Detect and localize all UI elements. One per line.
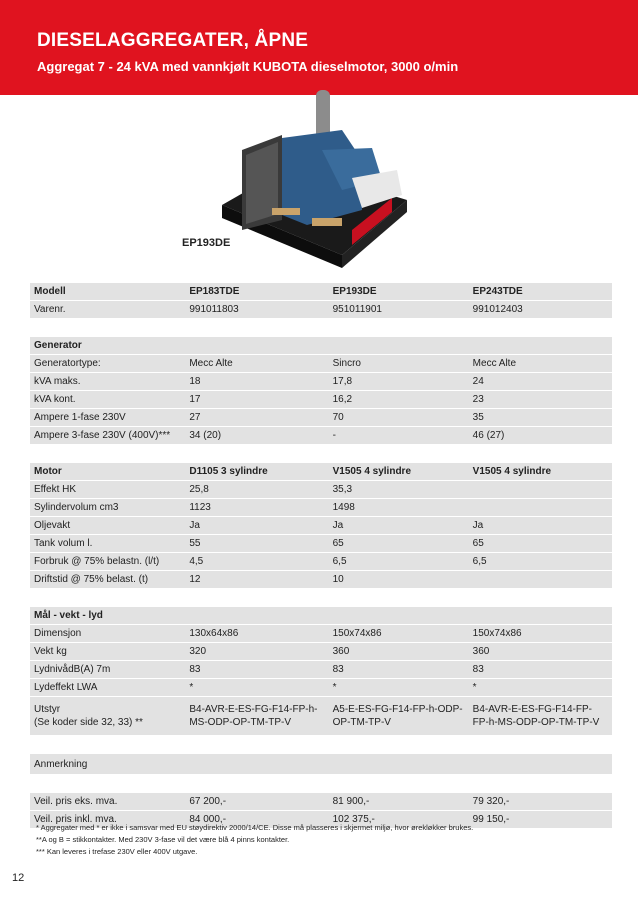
table-cell: 6,5 — [469, 553, 612, 571]
table-cell: 23 — [469, 391, 612, 409]
table-cell: 34 (20) — [185, 427, 328, 445]
table-cell: 35,3 — [329, 481, 469, 499]
table-cell: Dimensjon — [30, 625, 185, 643]
table-cell — [185, 589, 328, 607]
table-cell: Generator — [30, 337, 185, 355]
table-cell: Ja — [469, 517, 612, 535]
table-cell — [469, 736, 612, 754]
table-cell: Generatortype: — [30, 355, 185, 373]
table-cell: 12 — [185, 571, 328, 589]
table-cell: Anmerkning — [30, 754, 185, 775]
table-cell: EP183TDE — [185, 283, 328, 301]
table-cell: A5-E-ES-FG-F14-FP-h-ODP-OP-TM-TP-V — [329, 697, 469, 736]
table-cell — [469, 589, 612, 607]
footnotes — [36, 822, 473, 858]
table-row — [30, 697, 612, 736]
table-cell: 35 — [469, 409, 612, 427]
table-cell — [185, 445, 328, 463]
table-cell: 991011803 — [185, 301, 328, 319]
table-cell — [469, 571, 612, 589]
table-row — [30, 391, 612, 409]
table-cell: 320 — [185, 643, 328, 661]
table-cell: Mål - vekt - lyd — [30, 607, 185, 625]
table-cell: Veil. pris inkl. mva. — [30, 811, 185, 829]
footnote: *** Kan leveres i trefase 230V eller 400V utgave. — [36, 847, 198, 856]
table-cell — [469, 337, 612, 355]
table-cell — [185, 337, 328, 355]
table-cell: V1505 4 sylindre — [329, 463, 469, 481]
table-cell: Tank volum l. — [30, 535, 185, 553]
page-title: DIESELAGGREGATER, ÅPNE — [37, 30, 309, 51]
table-cell: 10 — [329, 571, 469, 589]
table-cell — [30, 319, 185, 337]
table-row — [30, 409, 612, 427]
table-cell — [469, 499, 612, 517]
table-cell — [30, 775, 185, 793]
table-cell: * — [185, 679, 328, 697]
table-cell: Ampere 3-fase 230V (400V)*** — [30, 427, 185, 445]
footnote: * Aggregater med * er ikke i samsvar med EU støydirektiv 2000/14/CE. Disse må plasseres i skjermet miljø, hvor ørekløkker brukes. — [36, 823, 474, 832]
table-cell — [185, 319, 328, 337]
table-cell: 17 — [185, 391, 328, 409]
photo-caption: EP193DE — [182, 237, 231, 249]
table-cell: 99 150,- — [469, 811, 612, 829]
page-number: 12 — [12, 872, 25, 884]
table-cell — [30, 736, 185, 754]
table-cell: kVA kont. — [30, 391, 185, 409]
table-cell: * — [469, 679, 612, 697]
table-row — [30, 793, 612, 811]
page-header — [0, 0, 638, 95]
table-cell: Varenr. — [30, 301, 185, 319]
table-row — [30, 337, 612, 355]
table-cell: 18 — [185, 373, 328, 391]
table-cell — [469, 481, 612, 499]
table-row — [30, 553, 612, 571]
table-cell: 55 — [185, 535, 328, 553]
table-cell — [329, 445, 469, 463]
table-cell: 6,5 — [329, 553, 469, 571]
table-cell: 102 375,- — [329, 811, 469, 829]
table-cell: 24 — [469, 373, 612, 391]
table-cell — [329, 736, 469, 754]
table-cell — [329, 337, 469, 355]
table-cell: V1505 4 sylindre — [469, 463, 612, 481]
table-cell — [185, 607, 328, 625]
spec-table — [30, 283, 612, 847]
table-cell: D1105 3 sylindre — [185, 463, 328, 481]
generator-photo — [212, 90, 412, 275]
table-row — [30, 283, 612, 301]
table-cell — [185, 775, 328, 793]
table-cell — [469, 445, 612, 463]
table-row — [30, 319, 612, 337]
table-row — [30, 625, 612, 643]
table-cell: 27 — [185, 409, 328, 427]
table-cell: Vekt kg — [30, 643, 185, 661]
table-cell: B4-AVR-E-ES-FG-F14-FP-FP-h-MS-ODP-OP-TM-TP-V — [469, 697, 612, 736]
table-row — [30, 463, 612, 481]
table-cell: * — [329, 679, 469, 697]
table-cell — [469, 607, 612, 625]
table-cell: 360 — [329, 643, 469, 661]
table-cell: 46 (27) — [469, 427, 612, 445]
table-cell: 65 — [469, 535, 612, 553]
table-cell — [469, 319, 612, 337]
table-cell — [469, 775, 612, 793]
table-row — [30, 445, 612, 463]
table-cell: 16,2 — [329, 391, 469, 409]
table-cell: 951011901 — [329, 301, 469, 319]
table-row — [30, 607, 612, 625]
table-cell — [185, 754, 328, 775]
page-subtitle: Aggregat 7 - 24 kVA med vannkjølt KUBOTA dieselmotor, 3000 o/min — [37, 59, 459, 74]
table-cell: 130x64x86 — [185, 625, 328, 643]
table-cell — [469, 829, 612, 847]
table-cell: Mecc Alte — [469, 355, 612, 373]
table-row — [30, 535, 612, 553]
table-row — [30, 661, 612, 679]
table-cell: Forbruk @ 75% belastn. (l/t) — [30, 553, 185, 571]
table-cell — [30, 445, 185, 463]
table-cell: 83 — [185, 661, 328, 679]
table-cell: 25,8 — [185, 481, 328, 499]
table-cell: Modell — [30, 283, 185, 301]
footnote: **A og B = stikkontakter. Med 230V 3-fase vil det være blå 4 pinns kontakter. — [36, 835, 290, 844]
table-cell — [329, 607, 469, 625]
table-row — [30, 355, 612, 373]
pallet-shape — [312, 218, 342, 226]
table-cell — [30, 589, 185, 607]
table-cell: Sincro — [329, 355, 469, 373]
table-cell: 1123 — [185, 499, 328, 517]
table-cell — [329, 754, 469, 775]
table-cell: Driftstid @ 75% belast. (t) — [30, 571, 185, 589]
table-cell: 150x74x86 — [329, 625, 469, 643]
table-cell: 150x74x86 — [469, 625, 612, 643]
table-row — [30, 736, 612, 754]
table-row — [30, 643, 612, 661]
pallet-shape — [272, 208, 300, 215]
table-cell: EP193DE — [329, 283, 469, 301]
table-cell: 79 320,- — [469, 793, 612, 811]
table-cell: Veil. pris eks. mva. — [30, 793, 185, 811]
table-cell: - — [329, 427, 469, 445]
table-row — [30, 427, 612, 445]
table-cell: Lydeffekt LWA — [30, 679, 185, 697]
table-cell: 81 900,- — [329, 793, 469, 811]
table-row — [30, 571, 612, 589]
table-cell — [185, 736, 328, 754]
table-row — [30, 754, 612, 775]
table-cell: 1498 — [329, 499, 469, 517]
table-cell: Ja — [329, 517, 469, 535]
table-row — [30, 517, 612, 535]
table-cell: 991012403 — [469, 301, 612, 319]
table-cell: Ampere 1-fase 230V — [30, 409, 185, 427]
table-cell: 65 — [329, 535, 469, 553]
table-row — [30, 679, 612, 697]
table-cell: LydnivådB(A) 7m — [30, 661, 185, 679]
table-cell: B4-AVR-E-ES-FG-F14-FP-h-MS-ODP-OP-TM-TP-V — [185, 697, 328, 736]
table-cell: 84 000,- — [185, 811, 328, 829]
table-cell: Ja — [185, 517, 328, 535]
table-cell — [329, 319, 469, 337]
table-row — [30, 301, 612, 319]
table-cell: Mecc Alte — [185, 355, 328, 373]
table-cell: Effekt HK — [30, 481, 185, 499]
table-cell: Sylindervolum cm3 — [30, 499, 185, 517]
table-row — [30, 775, 612, 793]
table-row — [30, 499, 612, 517]
table-cell — [469, 754, 612, 775]
table-cell: EP243TDE — [469, 283, 612, 301]
table-cell: 67 200,- — [185, 793, 328, 811]
table-cell: Motor — [30, 463, 185, 481]
table-cell: 70 — [329, 409, 469, 427]
table-cell: kVA maks. — [30, 373, 185, 391]
table-cell: 83 — [329, 661, 469, 679]
table-row — [30, 373, 612, 391]
table-cell — [329, 775, 469, 793]
table-cell: 360 — [469, 643, 612, 661]
table-cell: 17,8 — [329, 373, 469, 391]
table-cell: 83 — [469, 661, 612, 679]
table-row — [30, 481, 612, 499]
table-row — [30, 589, 612, 607]
table-cell — [329, 589, 469, 607]
table-cell: 4,5 — [185, 553, 328, 571]
table-cell: Utstyr (Se koder side 32, 33) ** — [30, 697, 185, 736]
table-cell: Oljevakt — [30, 517, 185, 535]
